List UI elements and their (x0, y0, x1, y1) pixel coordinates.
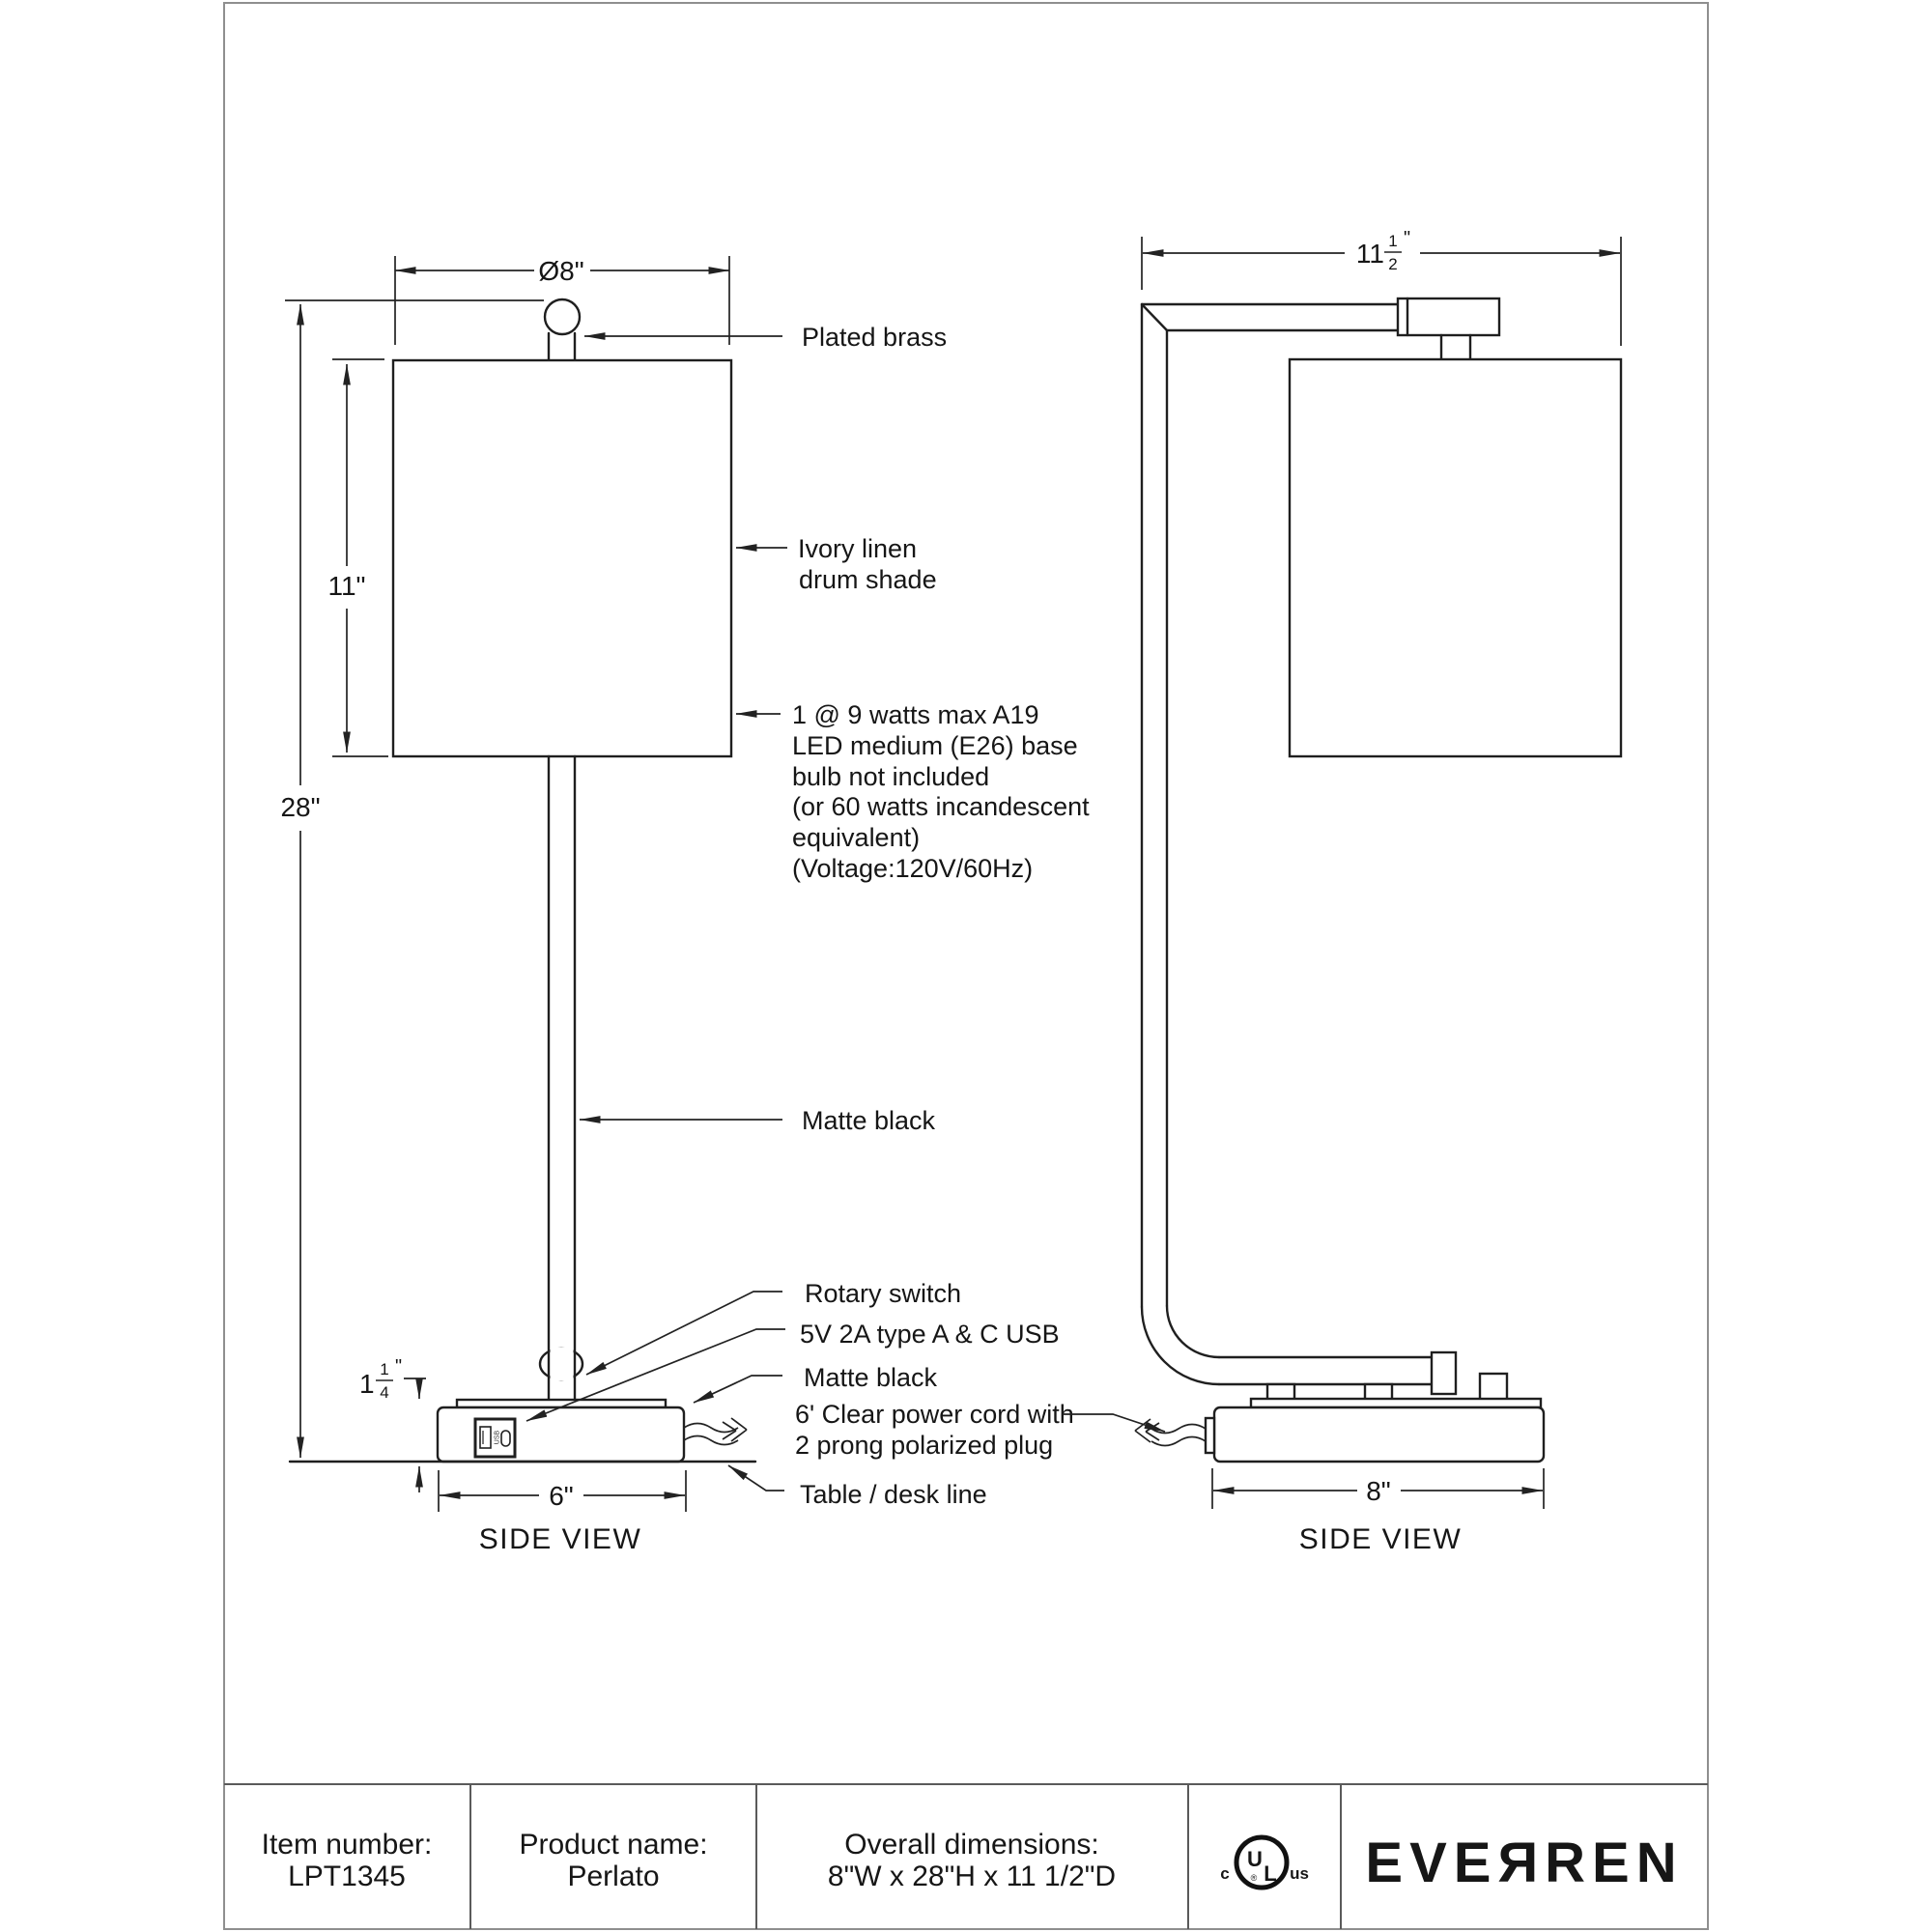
overall-dimensions-label: Overall dimensions: (844, 1829, 1099, 1861)
pole-curve-inner (1167, 1306, 1219, 1357)
title-block (224, 1784, 1708, 1929)
usb-c-port (501, 1431, 510, 1446)
dim-base-height-unit: " (395, 1356, 403, 1378)
left-view (290, 299, 755, 1462)
rotary-knob-side (1432, 1352, 1456, 1394)
label-shade-line2: drum shade (799, 565, 937, 594)
dim-overall-depth-unit: " (1404, 228, 1411, 249)
pole-cover (551, 1348, 574, 1380)
label-bulb-line4: (or 60 watts incandescent (792, 792, 1090, 821)
usb-module (475, 1419, 515, 1457)
label-rotary-switch: Rotary switch (805, 1279, 962, 1308)
item-number-value: LPT1345 (288, 1861, 406, 1892)
lamp-base-right (1214, 1407, 1544, 1462)
leader-table-line (728, 1465, 784, 1491)
power-cord-left (684, 1418, 747, 1445)
pole-curve-outer (1142, 1307, 1219, 1384)
label-usb: 5V 2A type A & C USB (800, 1320, 1060, 1349)
label-bulb-line3: bulb not included (792, 762, 990, 791)
dim-base-height-num: 1 (380, 1360, 389, 1378)
ul-logo-us: us (1290, 1864, 1309, 1883)
leader-rotary-switch (586, 1292, 782, 1375)
dim-base-height-den: 4 (380, 1383, 389, 1402)
dim-overall-depth-den: 2 (1388, 255, 1398, 273)
dim-shade-height-text: 11" (327, 571, 366, 601)
ul-logo-c: c (1220, 1864, 1230, 1883)
dim-base-width-text: 6" (549, 1481, 574, 1511)
product-name-value: Perlato (567, 1861, 660, 1892)
left-view-caption: SIDE VIEW (478, 1523, 642, 1555)
dim-shade-height (327, 359, 388, 756)
ul-registered-mark: ® (1250, 1873, 1258, 1883)
label-cord-line1: 6' Clear power cord with (795, 1400, 1074, 1429)
dim-base-depth-text: 8" (1366, 1476, 1391, 1506)
right-view-caption: SIDE VIEW (1298, 1523, 1463, 1555)
label-bulb-line1: 1 @ 9 watts max A19 (792, 700, 1039, 729)
dim-base-depth (1212, 1468, 1544, 1509)
ul-logo-l: L (1264, 1861, 1277, 1886)
overall-dimensions-value: 8"W x 28"H x 11 1/2"D (827, 1861, 1117, 1892)
dim-overall-depth-whole: 11 (1355, 239, 1384, 269)
arm-corner-chamfer (1142, 304, 1167, 330)
brand-logo: EVEЯREN (1365, 1832, 1684, 1894)
label-matte-black-pole: Matte black (802, 1106, 936, 1135)
ul-certification-logo (1220, 1837, 1309, 1888)
usb-a-port (480, 1427, 491, 1448)
right-view (1135, 298, 1621, 1462)
product-name-label: Product name: (519, 1829, 708, 1861)
item-number-label: Item number: (261, 1829, 433, 1861)
label-bulb-line5: equivalent) (792, 823, 921, 852)
power-cord-right (1135, 1419, 1206, 1446)
dim-base-height-whole: 1 (359, 1369, 375, 1399)
dim-overall-depth-num: 1 (1388, 232, 1398, 250)
dim-overall-depth (1142, 228, 1621, 346)
usb-port-text: USB (494, 1430, 501, 1445)
dim-base-width (439, 1470, 686, 1512)
cord-exit-fitting (1206, 1418, 1214, 1453)
dim-base-height (359, 1356, 426, 1492)
label-bulb-line6: (Voltage:120V/60Hz) (792, 854, 1034, 883)
socket-housing (1398, 298, 1499, 335)
drum-shade (393, 360, 731, 756)
leader-matte-black-base (694, 1376, 782, 1403)
dim-shade-diameter-text: Ø8" (538, 256, 584, 286)
label-table-line: Table / desk line (800, 1480, 987, 1509)
ul-logo-u: U (1247, 1847, 1263, 1871)
dim-overall-height-text: 28" (280, 792, 321, 822)
label-cord-line2: 2 prong polarized plug (795, 1431, 1054, 1460)
base-top-plate-right (1251, 1399, 1541, 1407)
finial-ball (545, 299, 580, 334)
label-bulb-line2: LED medium (E26) base (792, 731, 1078, 760)
label-shade-line1: Ivory linen (798, 534, 918, 563)
label-plated-brass: Plated brass (802, 323, 948, 352)
label-matte-black-base: Matte black (804, 1363, 938, 1392)
drum-shade-side (1290, 359, 1621, 756)
sheet-border (224, 3, 1708, 1929)
